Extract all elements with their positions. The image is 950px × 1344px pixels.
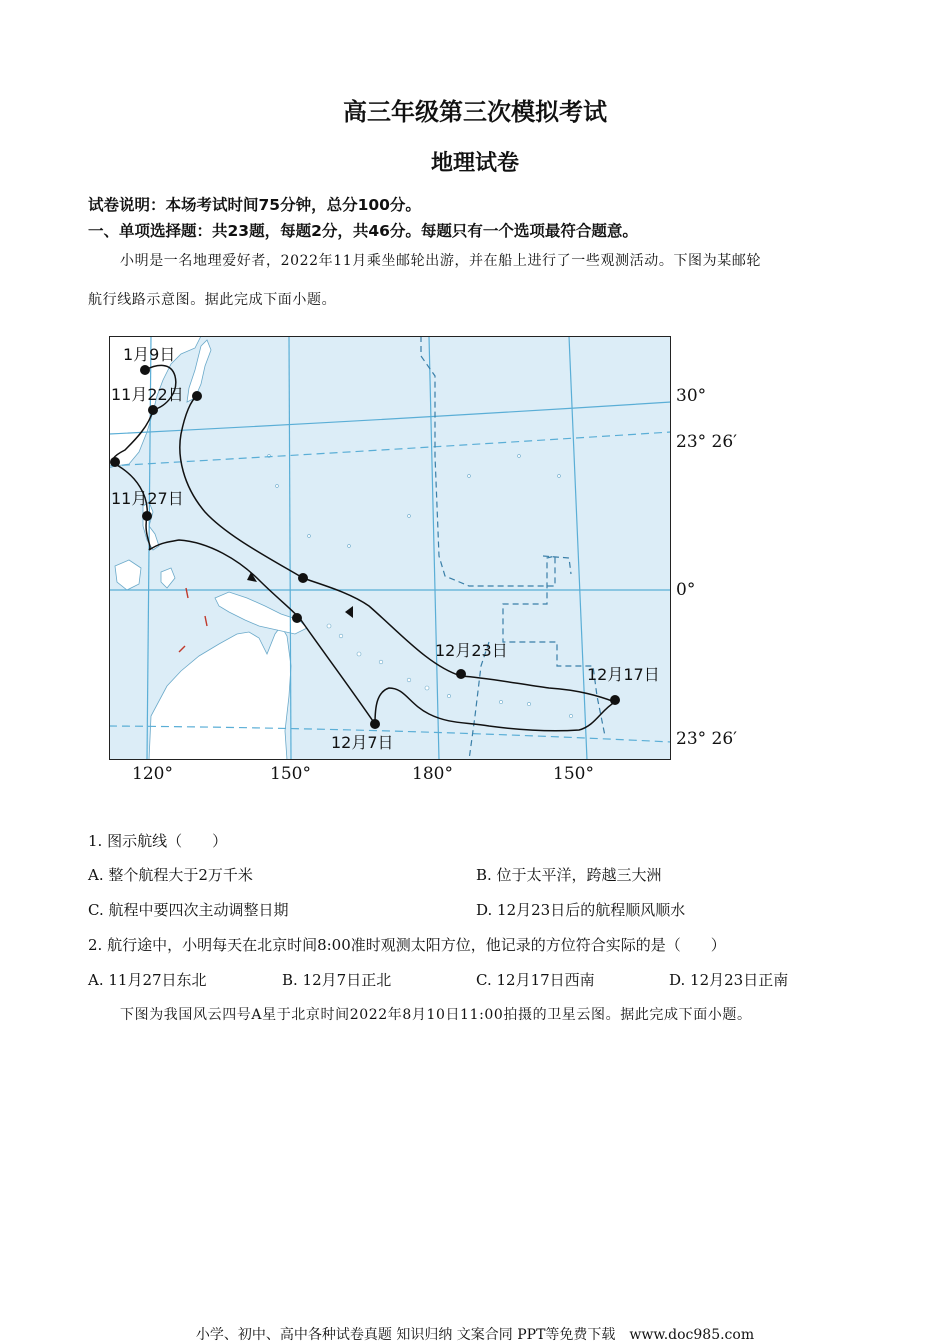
lat-label-tropic-north: 23° 26′ — [676, 432, 738, 452]
intro-paragraph-line2: 航行线路示意图。据此完成下面小题。 — [88, 292, 337, 308]
label-dec23: 12月23日 — [435, 641, 508, 660]
label-jan9: 1月9日 — [123, 345, 176, 364]
intro-paragraph-line1: 小明是一名地理爱好者，2022年11月乘坐邮轮出游，并在船上进行了一些观测活动。下图为某邮轮 — [120, 253, 762, 269]
question-2-option-b[interactable]: B. 12月7日正北 — [282, 971, 392, 989]
label-nov22: 11月22日 — [111, 385, 184, 404]
exam-instructions: 试卷说明：本场考试时间75分钟，总分100分。 — [88, 196, 421, 214]
lat-label-30: 30° — [676, 386, 707, 406]
question-1-stem: 1. 图示航线（ ） — [88, 832, 228, 850]
section-heading: 一、单项选择题：共23题，每题2分，共46分。每题只有一个选项最符合题意。 — [88, 222, 638, 240]
question-2-option-c[interactable]: C. 12月17日西南 — [476, 971, 595, 989]
lat-label-equator: 0° — [676, 580, 696, 600]
lon-label-150w: 150° — [553, 764, 594, 784]
lon-label-120: 120° — [132, 764, 173, 784]
page-subtitle: 地理试卷 — [430, 151, 519, 176]
label-nov27: 11月27日 — [111, 489, 184, 508]
question-2-option-a[interactable]: A. 11月27日东北 — [88, 971, 207, 989]
label-dec7: 12月7日 — [331, 733, 394, 752]
route-map — [109, 336, 671, 760]
lat-label-tropic-south: 23° 26′ — [676, 729, 738, 749]
question-2-option-d[interactable]: D. 12月23日正南 — [669, 971, 789, 989]
page-title: 高三年级第三次模拟考试 — [343, 98, 607, 126]
lon-label-150: 150° — [270, 764, 311, 784]
label-dec17: 12月17日 — [587, 665, 660, 684]
question-1-option-a[interactable]: A. 整个航程大于2万千米 — [88, 866, 253, 884]
question-1-option-b[interactable]: B. 位于太平洋，跨越三大洲 — [476, 866, 662, 884]
question-1-option-c[interactable]: C. 航程中要四次主动调整日期 — [88, 901, 289, 919]
lon-label-180: 180° — [412, 764, 453, 784]
question-2-stem: 2. 航行途中，小明每天在北京时间8:00准时观测太阳方位，他记录的方位符合实际的是（ ） — [88, 936, 726, 954]
page-footer: 小学、初中、高中各种试卷真题 知识归纳 文案合同 PPT等免费下载 www.doc985.com — [195, 1327, 755, 1343]
question-1-option-d[interactable]: D. 12月23日后的航程顺风顺水 — [476, 901, 686, 919]
intro-paragraph-2: 下图为我国风云四号A星于北京时间2022年8月10日11:00拍摄的卫星云图。据此完成下面小题。 — [120, 1007, 752, 1023]
